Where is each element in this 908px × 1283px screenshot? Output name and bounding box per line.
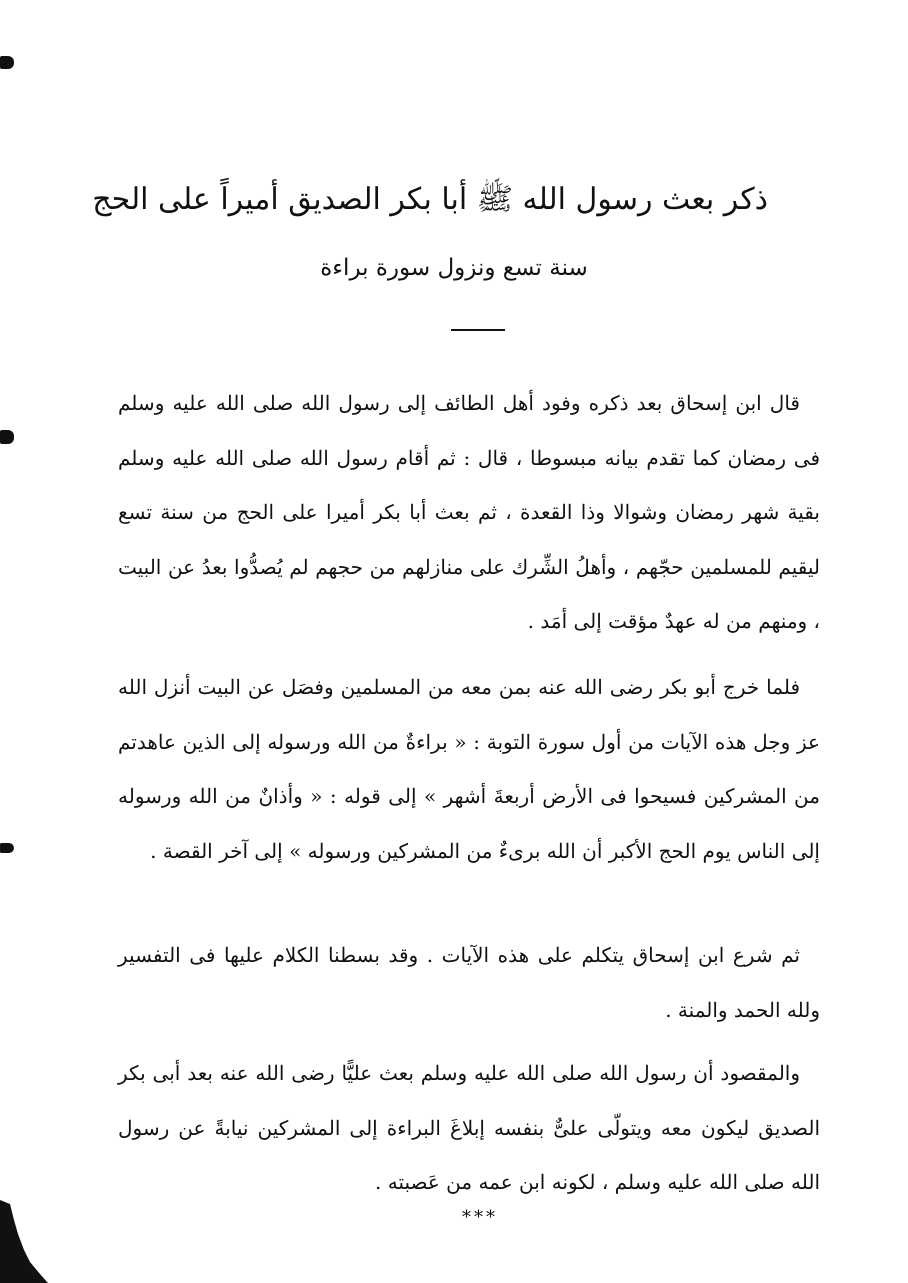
scan-edge-mark [0, 430, 14, 444]
paragraph-4: والمقصود أن رسول الله صلى الله عليه وسلم بعث عليًّا رضى الله عنه بعد أبى بكر الصديق ليكون معه ويتولّى علىٌّ بنفسه إبلاغَ البراءة إلى المشركين نيابةً عن رسول الله صلى الله عليه وسلم ، لكونه ابن عمه من عَصبته . [118, 1061, 820, 1194]
paragraph-3: ثم شرع ابن إسحاق يتكلم على هذه الآيات . وقد بسطنا الكلام عليها فى التفسير ولله الحمد والمنة . [118, 943, 820, 1022]
chapter-subtitle: سنة تسع ونزول سورة براءة [320, 255, 588, 281]
chapter-title: ذكر بعث رسول الله ﷺ أبا بكر الصديق أميراً على الحج [92, 182, 768, 217]
title-divider [451, 329, 505, 331]
scan-edge-shadow [0, 1200, 52, 1283]
scan-edge-mark [0, 56, 14, 69]
scan-edge-mark [0, 843, 14, 853]
section-end-ornament: *** [462, 1207, 498, 1228]
paragraph-2: فلما خرج أبو بكر رضى الله عنه بمن معه من المسلمين وفصَل عن البيت أنزل الله عز وجل هذه الآيات من أول سورة التوبة : « براءةٌ من الله ورسوله إلى الذين عاهدتم من المشركين فسيحوا فى الأرض أربعةَ أشهر » إلى قوله : « وأذانٌ من الله ورسوله إلى الناس يوم الحج الأكبر أن الله برىءٌ من المشركين ورسوله » إلى آخر القصة . [118, 675, 820, 863]
paragraph-1: قال ابن إسحاق بعد ذكره وفود أهل الطائف إلى رسول الله صلى الله عليه وسلم فى رمضان كما تقدم بيانه مبسوطا ، قال : ثم أقام رسول الله صلى الله عليه وسلم بقية شهر رمضان وشوالا وذا القعدة ، ثم بعث أبا بكر أميرا على الحج من سنة تسع ليقيم للمسلمين حجّهم ، وأهلُ الشِّرك على منازلهم من حجهم لم يُصدُّوا بعدُ عن البيت ، ومنهم من له عهدٌ مؤقت إلى أمَد . [118, 391, 820, 633]
